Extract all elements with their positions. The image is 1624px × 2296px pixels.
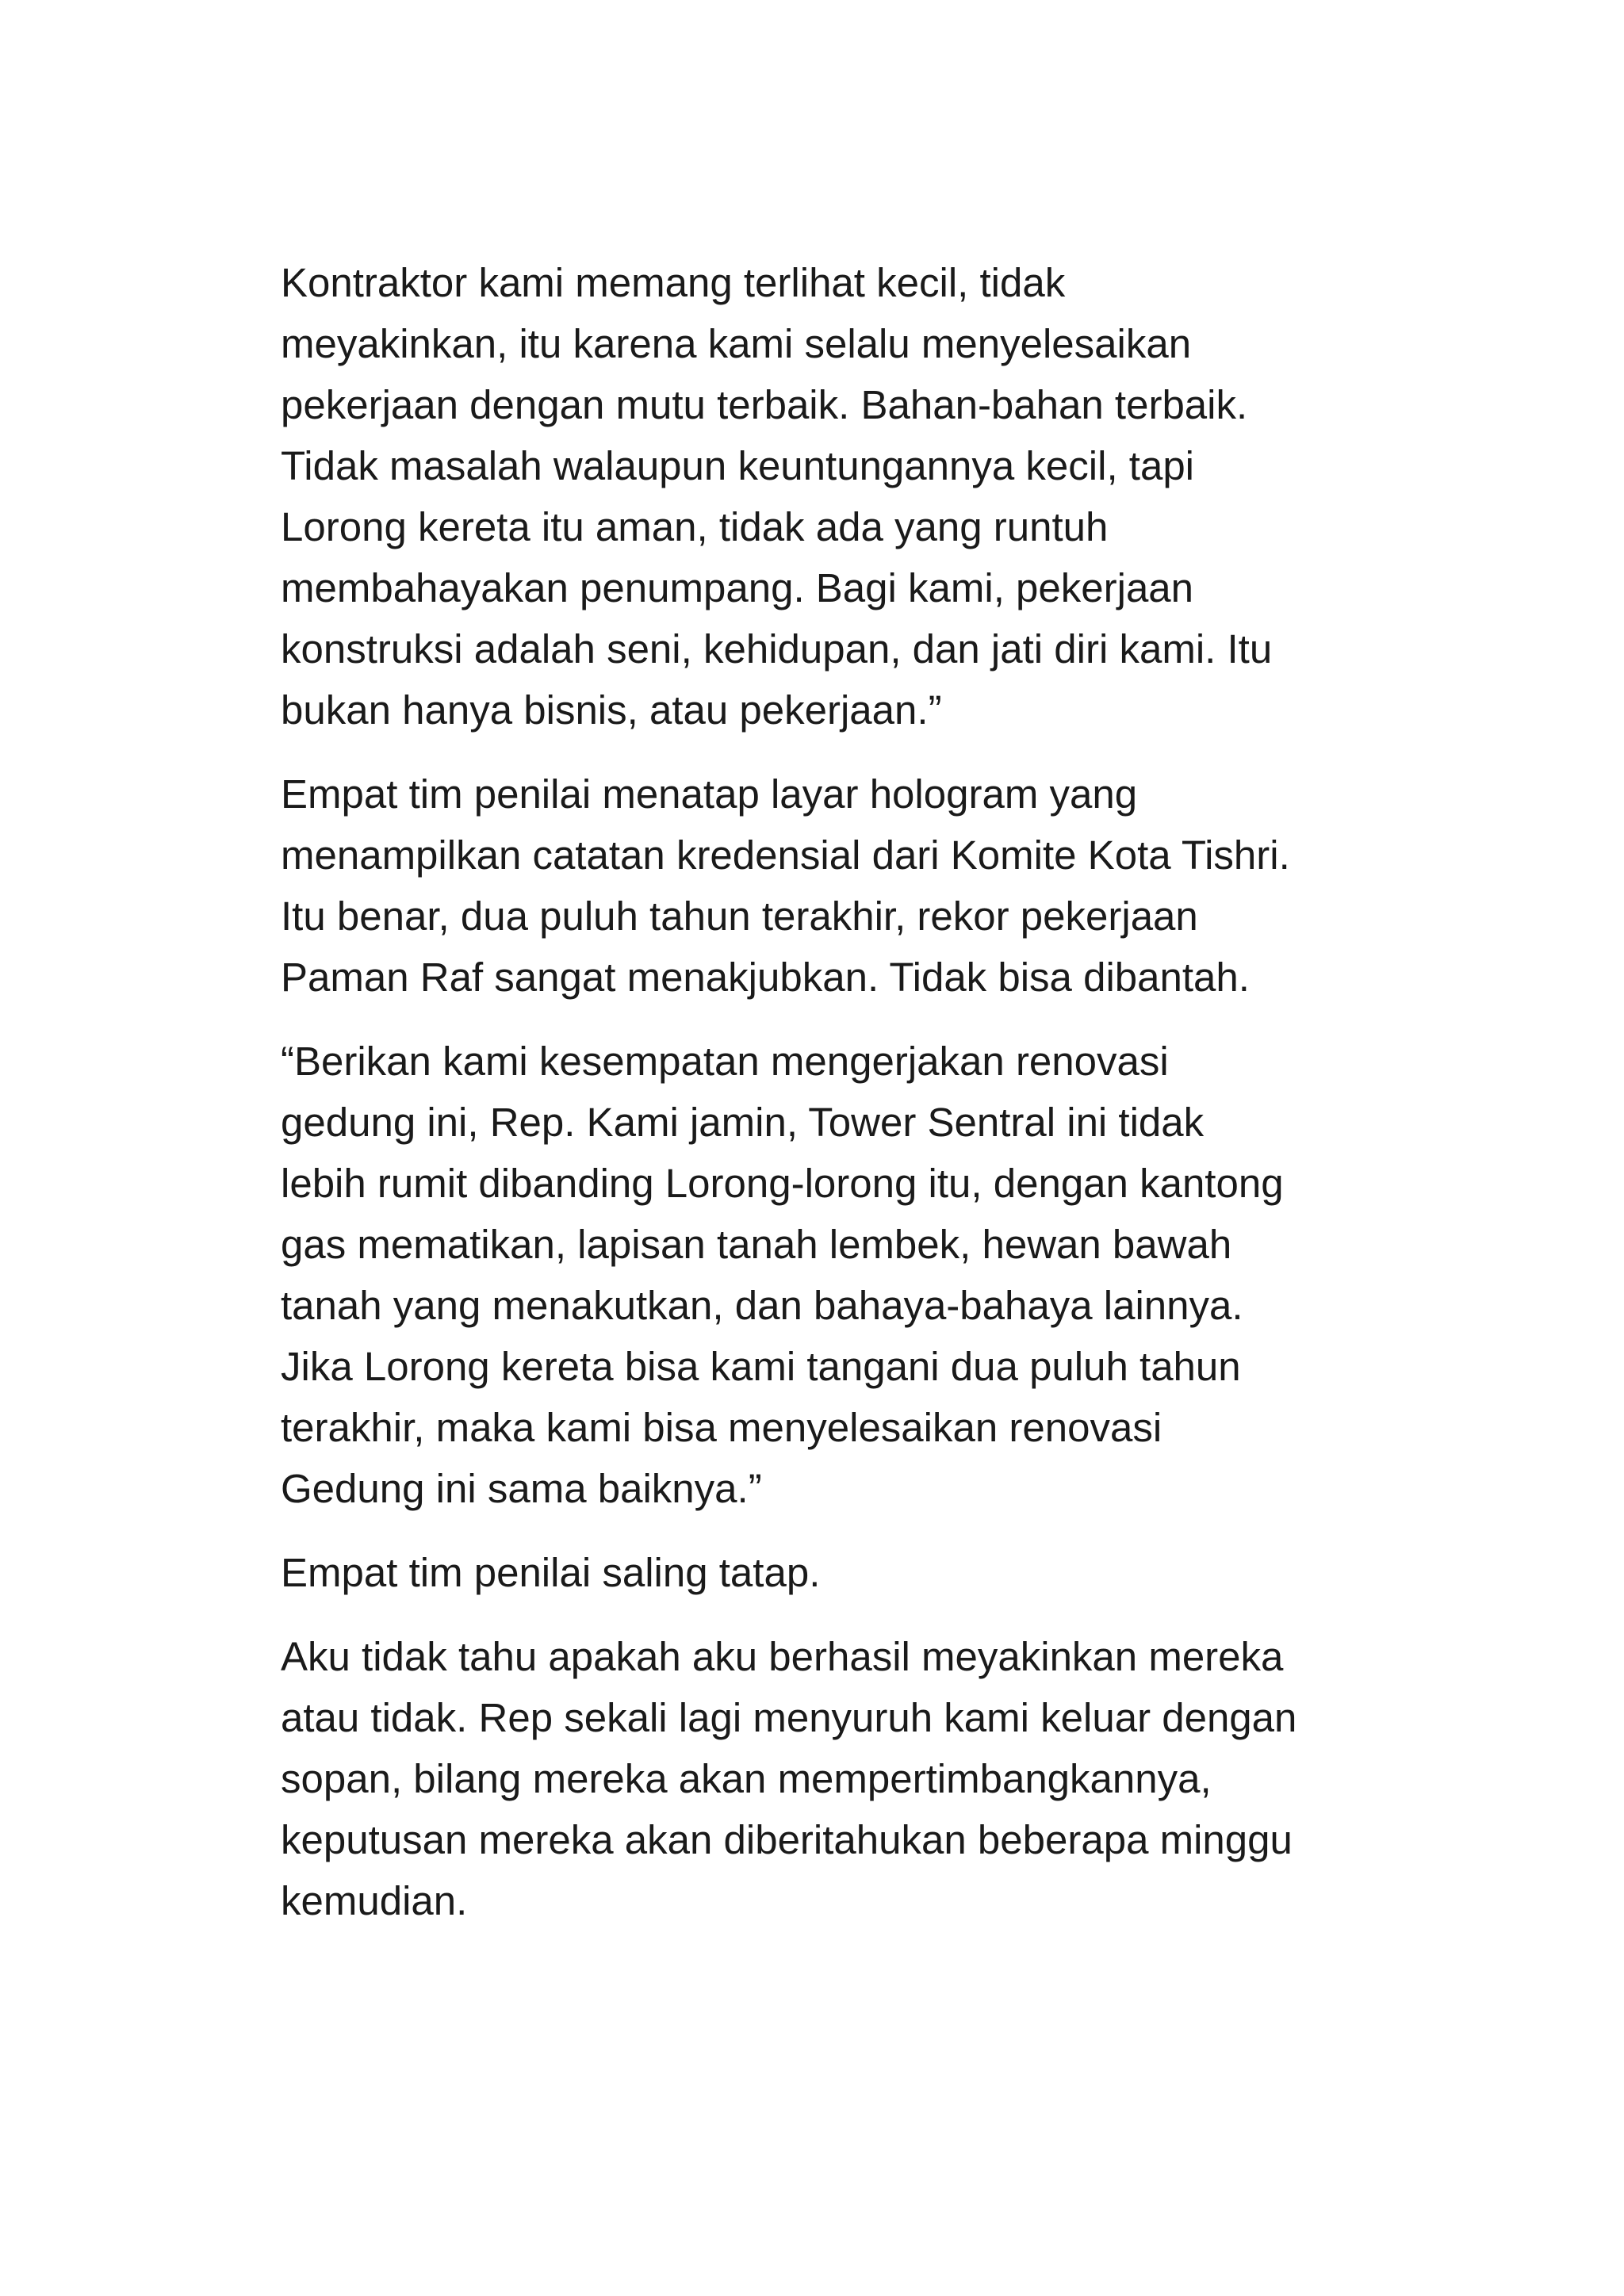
text-line: membahayakan penumpang. Bagi kami, pekerjaan — [281, 565, 1194, 610]
text-line: Jika Lorong kereta bisa kami tangani dua puluh tahun — [281, 1344, 1241, 1389]
text-line: terakhir, maka kami bisa menyelesaikan renovasi — [281, 1405, 1162, 1450]
paragraph-5 — [281, 1626, 1375, 1931]
text-line: bukan hanya bisnis, atau pekerjaan.” — [281, 687, 942, 733]
text-line: pekerjaan dengan mutu terbaik. Bahan-bahan terbaik. — [281, 382, 1248, 427]
text-line: Itu benar, dua puluh tahun terakhir, rekor pekerjaan — [281, 894, 1198, 939]
text-line: Gedung ini sama baiknya.” — [281, 1466, 762, 1511]
text-line: Aku tidak tahu apakah aku berhasil meyakinkan mereka — [281, 1634, 1284, 1679]
text-line: meyakinkan, itu karena kami selalu menyelesaikan — [281, 321, 1192, 366]
paragraph-3 — [281, 1031, 1375, 1519]
paragraph-4 — [281, 1542, 1375, 1603]
text-line: menampilkan catatan kredensial dari Komite Kota Tishri. — [281, 832, 1290, 878]
text-line: Empat tim penilai saling tatap. — [281, 1550, 821, 1595]
text-line: sopan, bilang mereka akan mempertimbangkannya, — [281, 1756, 1212, 1801]
text-line: kemudian. — [281, 1878, 468, 1923]
text-line: Paman Raf sangat menakjubkan. Tidak bisa dibantah. — [281, 955, 1250, 1000]
paragraph-2 — [281, 763, 1375, 1008]
body-text — [281, 252, 1375, 1954]
text-line: tanah yang menakutkan, dan bahaya-bahaya lainnya. — [281, 1283, 1243, 1328]
text-line: gedung ini, Rep. Kami jamin, Tower Sentral ini tidak — [281, 1100, 1205, 1145]
text-line: konstruksi adalah seni, kehidupan, dan jati diri kami. Itu — [281, 626, 1273, 672]
paragraph-1 — [281, 252, 1375, 740]
text-line: lebih rumit dibanding Lorong-lorong itu, dengan kantong — [281, 1161, 1284, 1206]
text-line: Lorong kereta itu aman, tidak ada yang runtuh — [281, 504, 1109, 549]
text-line: keputusan mereka akan diberitahukan beberapa minggu — [281, 1817, 1293, 1862]
text-line: Tidak masalah walaupun keuntungannya kecil, tapi — [281, 443, 1195, 488]
text-line: atau tidak. Rep sekali lagi menyuruh kami keluar dengan — [281, 1695, 1297, 1740]
text-line: “Berikan kami kesempatan mengerjakan renovasi — [281, 1039, 1169, 1084]
text-line: Empat tim penilai menatap layar hologram yang — [281, 771, 1138, 817]
text-line: gas mematikan, lapisan tanah lembek, hewan bawah — [281, 1222, 1232, 1267]
text-line: Kontraktor kami memang terlihat kecil, tidak — [281, 260, 1066, 305]
